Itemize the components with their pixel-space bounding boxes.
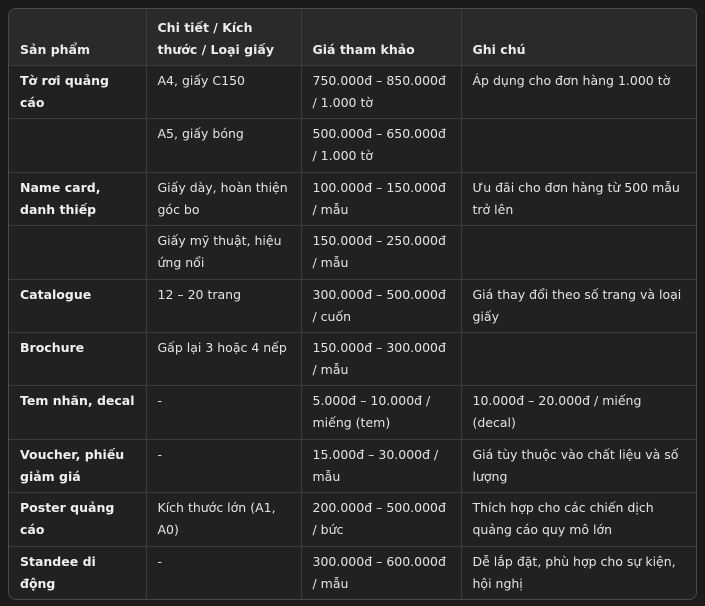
cell-price: 15.000đ – 30.000đ / mẫu <box>301 439 461 492</box>
cell-detail: Giấy dày, hoàn thiện góc bo <box>146 172 301 225</box>
cell-product <box>9 119 146 172</box>
table-row <box>9 546 696 599</box>
cell-note: Thích hợp cho các chiến dịch quảng cáo quy mô lớn <box>461 493 696 546</box>
cell-price: 300.000đ – 600.000đ / mẫu <box>301 546 461 599</box>
table-row <box>9 119 696 172</box>
cell-product <box>9 226 146 279</box>
cell-detail: - <box>146 386 301 439</box>
cell-detail: 12 – 20 trang <box>146 279 301 332</box>
table-row <box>9 172 696 225</box>
table-row <box>9 439 696 492</box>
header-price: Giá tham khảo <box>301 9 461 66</box>
cell-price: 500.000đ – 650.000đ / 1.000 tờ <box>301 119 461 172</box>
cell-product: Catalogue <box>9 279 146 332</box>
cell-product: Brochure <box>9 332 146 385</box>
cell-note <box>461 226 696 279</box>
cell-detail: A4, giấy C150 <box>146 66 301 119</box>
price-table <box>9 9 696 599</box>
cell-price: 100.000đ – 150.000đ / mẫu <box>301 172 461 225</box>
cell-detail: A5, giấy bóng <box>146 119 301 172</box>
price-table-container <box>8 8 697 600</box>
cell-product: Tờ rơi quảng cáo <box>9 66 146 119</box>
table-row <box>9 66 696 119</box>
cell-note: 10.000đ – 20.000đ / miếng (decal) <box>461 386 696 439</box>
table-row <box>9 386 696 439</box>
cell-note: Giá tùy thuộc vào chất liệu và số lượng <box>461 439 696 492</box>
table-row <box>9 493 696 546</box>
cell-product: Tem nhãn, decal <box>9 386 146 439</box>
cell-product: Poster quảng cáo <box>9 493 146 546</box>
table-row <box>9 279 696 332</box>
cell-product: Standee di động <box>9 546 146 599</box>
cell-product: Name card, danh thiếp <box>9 172 146 225</box>
cell-note <box>461 332 696 385</box>
cell-note: Ưu đãi cho đơn hàng từ 500 mẫu trở lên <box>461 172 696 225</box>
cell-note: Dễ lắp đặt, phù hợp cho sự kiện, hội nghị <box>472 553 676 591</box>
table-header-row <box>9 9 696 66</box>
cell-price: 300.000đ – 500.000đ / cuốn <box>301 279 461 332</box>
cell-price: 200.000đ – 500.000đ / bức <box>301 493 461 546</box>
cell-detail: Kích thước lớn (A1, A0) <box>146 493 301 546</box>
cell-note: Áp dụng cho đơn hàng 1.000 tờ <box>461 66 696 119</box>
cell-price: 5.000đ – 10.000đ / miếng (tem) <box>301 386 461 439</box>
cell-product: Voucher, phiếu giảm giá <box>9 439 146 492</box>
header-note: Ghi chú <box>461 9 696 66</box>
cell-detail: - <box>146 439 301 492</box>
table-row <box>9 332 696 385</box>
cell-detail: Giấy mỹ thuật, hiệu ứng nổi <box>146 226 301 279</box>
header-detail: Chi tiết / Kích thước / Loại giấy <box>146 9 301 66</box>
table-row <box>9 226 696 279</box>
cell-price: 750.000đ – 850.000đ / 1.000 tờ <box>301 66 461 119</box>
cell-price: 150.000đ – 250.000đ / mẫu <box>301 226 461 279</box>
cell-detail: Gấp lại 3 hoặc 4 nếp <box>146 332 301 385</box>
cell-note <box>461 119 696 172</box>
cell-price: 150.000đ – 300.000đ / mẫu <box>301 332 461 385</box>
cell-note: Giá thay đổi theo số trang và loại giấy <box>461 279 696 332</box>
cell-detail: - <box>146 546 301 599</box>
header-product: Sản phẩm <box>9 9 146 66</box>
